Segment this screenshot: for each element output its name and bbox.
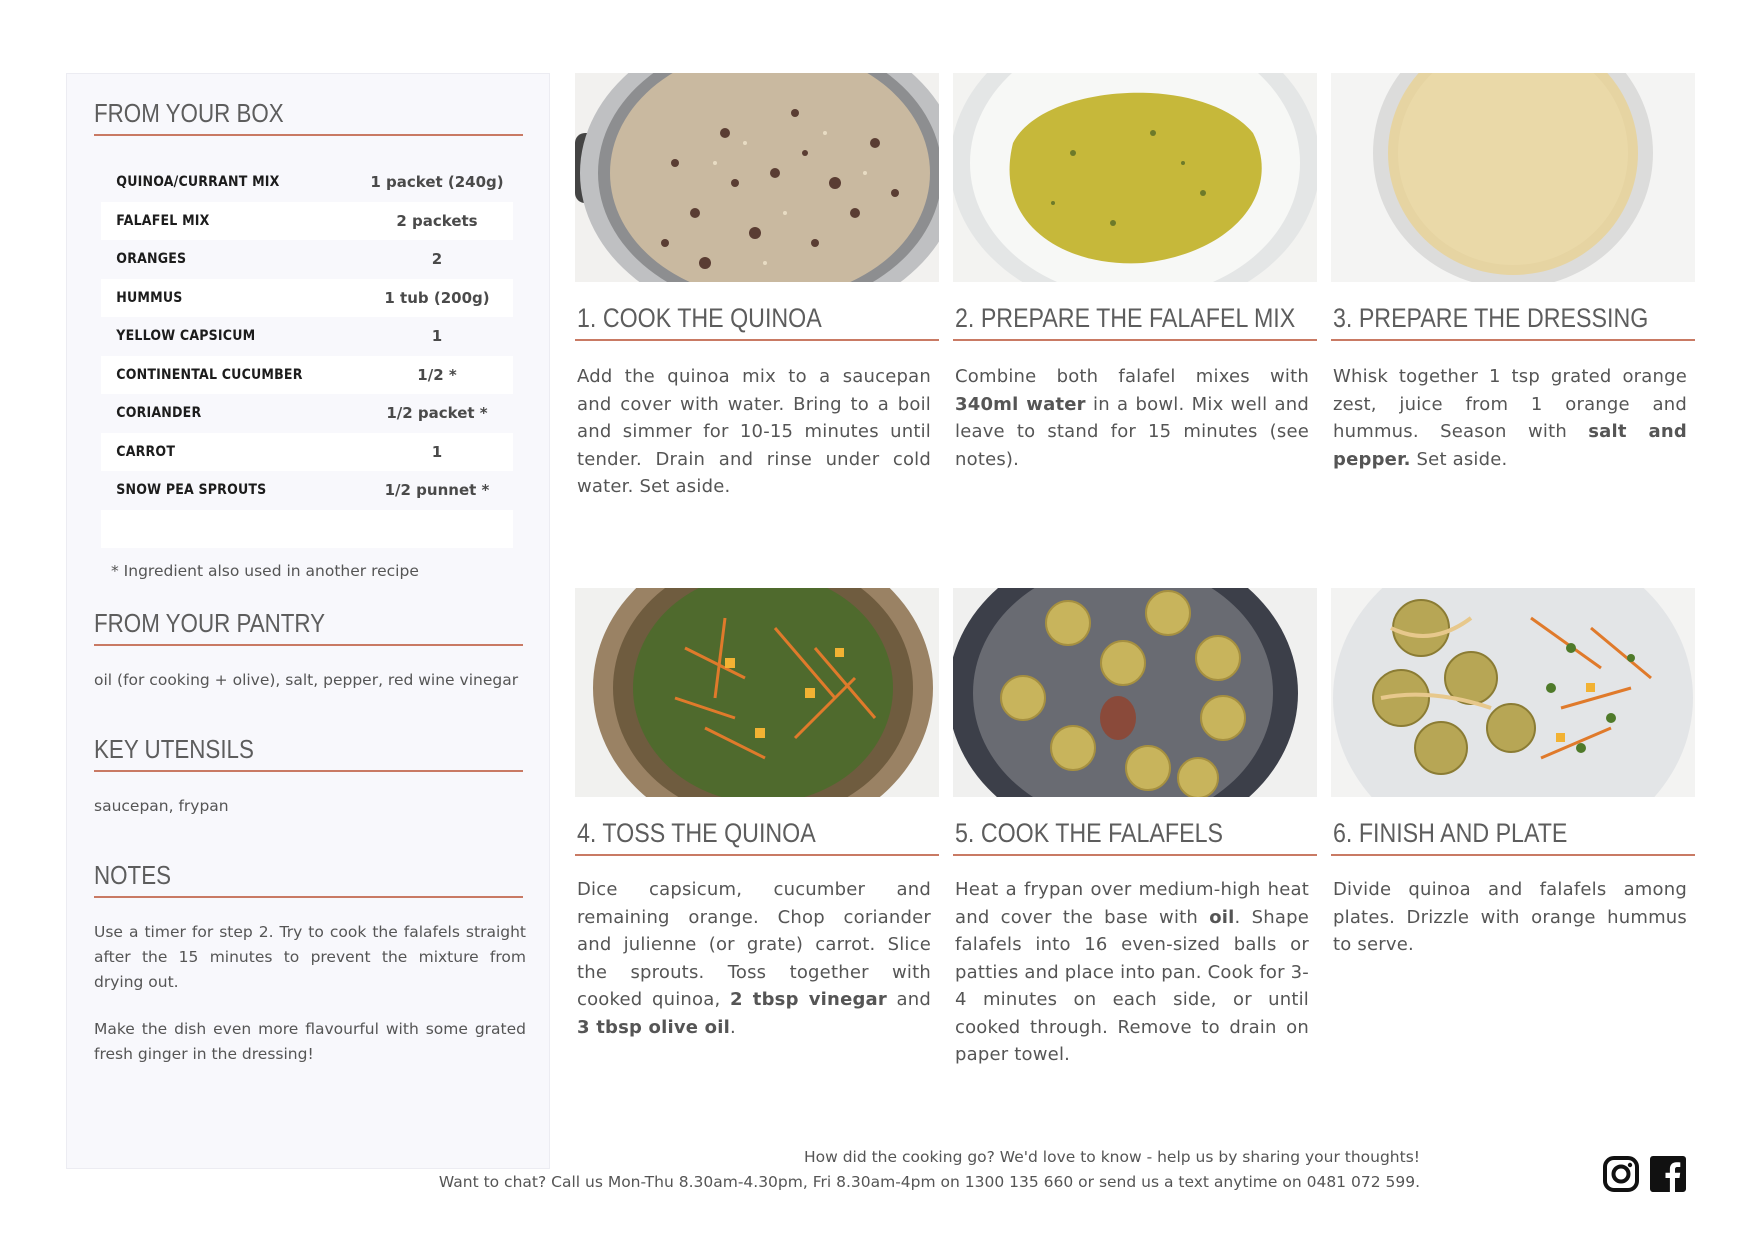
ingredient-name: CONTINENTAL CUCUMBER (116, 366, 303, 383)
bold-quantity: 3 tbsp olive oil (577, 1016, 730, 1038)
ingredient-qty: 1/2 * (417, 365, 457, 384)
step-rule (1331, 854, 1695, 856)
step-3 (1331, 73, 1695, 513)
dressing-bowl-photo (1331, 73, 1695, 282)
instruction-text: Whisk together 1 tsp grated orange zest, juice from 1 orange and hummus. Season with (1333, 366, 1687, 442)
heading-rule (94, 896, 523, 898)
step-instructions (955, 876, 1309, 1069)
step-title: 5. COOK THE FALAFELS (955, 818, 1223, 848)
falafels-frypan-photo (953, 588, 1317, 797)
heading-rule (94, 770, 523, 772)
ingredients-panel (66, 73, 550, 1169)
ingredient-qty: 2 packets (396, 211, 478, 230)
instagram-icon[interactable] (1603, 1156, 1639, 1192)
bold-quantity: 2 tbsp vinegar (729, 989, 887, 1010)
step-rule (575, 854, 939, 856)
step-instructions (577, 876, 931, 1041)
ingredient-row (101, 163, 513, 202)
instruction-text: . Shape falafels into 16 even-sized balls or patties and place into pan. Cook for 3-4 minutes on each side, or until cooked through. Remove to drain on paper towel. (955, 906, 1309, 1065)
ingredient-row (101, 317, 513, 356)
step-instructions (1333, 363, 1687, 473)
pantry-text: oil (for cooking + olive), salt, pepper, red wine vinegar (94, 671, 519, 689)
step-rule (953, 339, 1317, 341)
ingredient-name: CARROT (116, 443, 176, 460)
instruction-text: Set aside. (1410, 448, 1508, 470)
step-title: 3. PREPARE THE DRESSING (1333, 303, 1649, 333)
heading-rule (94, 134, 523, 136)
ingredient-row (101, 394, 513, 433)
step-6 (1331, 588, 1695, 1058)
ingredient-name: HUMMUS (116, 289, 183, 306)
ingredient-name: ORANGES (116, 251, 187, 268)
heading-rule (94, 644, 523, 646)
bold-quantity: 340ml water (955, 393, 1086, 415)
falafel-mix-bowl-photo (953, 73, 1317, 282)
step-2 (953, 73, 1317, 513)
instruction-text: Divide quinoa and falafels among plates. Drizzle with orange hummus to serve. (1333, 879, 1687, 955)
step-instructions (577, 363, 931, 501)
instruction-text: Dice capsicum, cucumber and remaining orange. Chop coriander and julienne (or grate) carrot. Slice the sprouts. Toss together with cooked quinoa, (577, 879, 931, 1010)
bold-quantity: oil (1209, 906, 1235, 928)
step-instructions (1333, 876, 1687, 959)
ingredient-name: SNOW PEA SPROUTS (116, 482, 267, 499)
ingredient-name: QUINOA/CURRANT MIX (116, 174, 280, 191)
step-1 (575, 73, 939, 513)
ingredient-row (101, 433, 513, 472)
ingredient-qty: 1 (431, 442, 443, 461)
ingredient-name: CORIANDER (116, 405, 202, 422)
ingredient-row (101, 279, 513, 318)
instruction-text: Add the quinoa mix to a saucepan and cover with water. Bring to a boil and simmer for 10-15 minutes until tender. Drain and rinse under cold water. Set aside. (577, 366, 931, 497)
ingredient-name: FALAFEL MIX (116, 212, 210, 229)
step-rule (1331, 339, 1695, 341)
bold-quantity: salt and pepper. (1333, 421, 1687, 470)
instruction-text: Combine both falafel mixes with (955, 366, 1309, 387)
ingredient-qty: 1/2 packet * (386, 404, 488, 423)
step-title: 2. PREPARE THE FALAFEL MIX (955, 303, 1296, 333)
contact-text: Want to chat? Call us Mon-Thu 8.30am-4.30pm, Fri 8.30am-4pm on 1300 135 660 or send us a text anytime on 0481 072 599. (438, 1173, 1420, 1191)
notes-heading: NOTES (94, 860, 172, 890)
key-utensils-heading: KEY UTENSILS (94, 734, 254, 764)
step-5 (953, 588, 1317, 1065)
ingredient-qty: 1 packet (240g) (370, 173, 504, 192)
step-rule (575, 339, 939, 341)
from-your-box-heading: FROM YOUR BOX (94, 98, 284, 128)
note-paragraph: Use a timer for step 2. Try to cook the falafels straight after the 15 minutes to prevent the mixture from drying out. (94, 923, 526, 991)
ingredient-footnote: * Ingredient also used in another recipe (111, 562, 419, 580)
step-instructions (955, 363, 1309, 473)
step-title: 1. COOK THE QUINOA (577, 303, 822, 333)
plated-dish-photo (1331, 588, 1695, 797)
instruction-text: Heat a frypan over medium-high heat and cover the base with (955, 879, 1309, 928)
ingredient-name: YELLOW CAPSICUM (116, 328, 256, 345)
step-4 (575, 588, 939, 1058)
ingredient-row (101, 510, 513, 549)
feedback-text: How did the cooking go? We'd love to know - help us by sharing your thoughts! (803, 1148, 1420, 1166)
ingredient-row (101, 471, 513, 510)
ingredient-row (101, 202, 513, 241)
instruction-text: . (729, 1016, 736, 1038)
utensils-text: saucepan, frypan (94, 797, 229, 815)
note-paragraph: Make the dish even more flavourful with some grated fresh ginger in the dressing! (94, 1020, 526, 1063)
ingredient-row (101, 356, 513, 395)
ingredient-qty: 1/2 punnet * (384, 481, 490, 500)
quinoa-salad-bowl-photo (575, 588, 939, 797)
instruction-text: in a bowl. Mix well and leave to stand for 15 minutes (see notes). (955, 393, 1309, 470)
instruction-text: and (887, 989, 932, 1010)
ingredient-qty: 1 (431, 327, 443, 346)
step-title: 6. FINISH AND PLATE (1333, 818, 1568, 848)
ingredient-qty: 1 tub (200g) (384, 288, 490, 307)
step-title: 4. TOSS THE QUINOA (577, 818, 816, 848)
ingredient-qty: 2 (431, 250, 443, 269)
from-your-pantry-heading: FROM YOUR PANTRY (94, 608, 326, 638)
quinoa-saucepan-photo (575, 73, 939, 282)
ingredient-row (101, 240, 513, 279)
ingredients-table (101, 163, 513, 548)
facebook-icon[interactable] (1650, 1156, 1686, 1192)
step-rule (953, 854, 1317, 856)
